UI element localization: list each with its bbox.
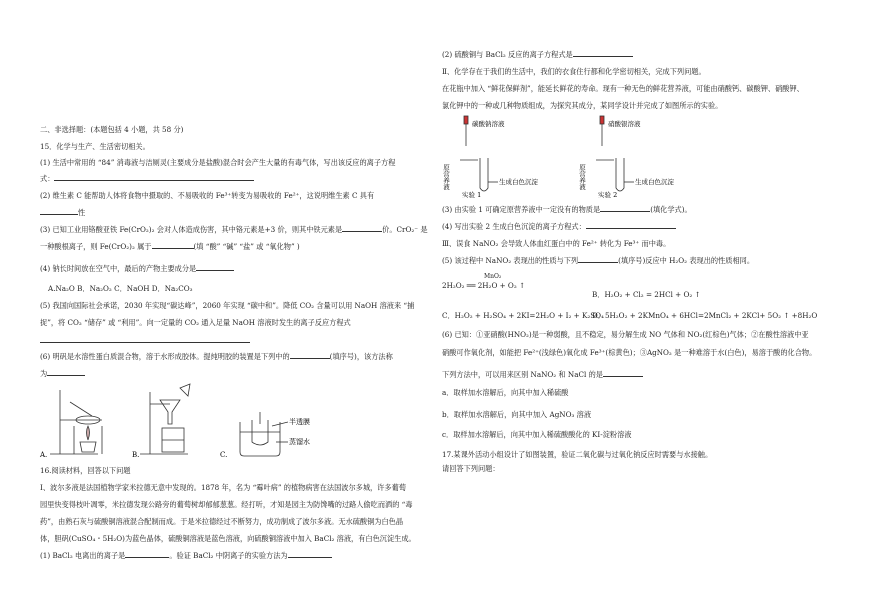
apparatus-figure xyxy=(40,382,310,460)
q15-6-text: (6) 明矾是水溶性蛋白质混合物，溶于水形成胶体。提纯明胶的装置是下列中的 (填序号)，该方法称 xyxy=(40,352,393,361)
exp2-reagent-label: 硝酸银溶液 xyxy=(608,120,641,128)
exp2-caption: 实验 2 xyxy=(598,191,618,199)
option-c-label: C. xyxy=(220,451,228,459)
part-2-passage-1: 在花瓶中加入 “鲜花保鲜剂”，能延长鲜花的寿命。现有一种无色的鲜花营养液，可能由硝酸钙、碳酸钾、硝酸钾、 xyxy=(442,84,804,93)
q15-3-text-b: 一种酸根离子，则 Fe(CrO₂)₂ 属于 (填 “酸” “碱” “盐” 或 “氧化物” ) xyxy=(40,242,300,251)
equation-b: B．H₂O₂ + Cl₂ = 2HCl + O₂ ↑ xyxy=(592,290,701,299)
part-2-passage-2: 氯化钾中的一种或几种物质组成，为探究其成分，某同学设计并完成了如图所示的实验。 xyxy=(442,101,723,110)
question-17-title: 17.某课外活动小组设计了如图装置，验证二氧化碳与过氧化钠反应时需要与水接触。 xyxy=(442,450,713,459)
apparatus-a xyxy=(50,390,102,454)
question-16-title: 16.阅读材料，回答以下问题 xyxy=(40,466,131,475)
q16-5-text: (5) 该过程中 NaNO₂ 表现出的性质与下列 (填序号)反应中 H₂O₂ 表现出的性质相同。 xyxy=(442,256,755,265)
option-c-text: c．取样加水溶解后，向其中加入稀硫酸酸化的 KI-淀粉溶液 xyxy=(442,430,632,439)
equation-c: C．H₂O₂ + H₂SO₄ + 2KI=2H₂O + I₂ + K₂SO₄ xyxy=(442,311,604,320)
q16-6-text: (6) 已知：①亚硝酸(HNO₂)是一种弱酸，且不稳定，易分解生成 NO 气体和 NO₂(红棕色)气体；②在酸性溶液中亚 xyxy=(442,330,809,339)
q15-3-text: (3) 已知工业用铬酸亚铁 Fe(CrO₂)₂ 会对人体造成伤害，其中铬元素是+3 价，则其中铁元素是 价。CrO₂⁻ 是 xyxy=(40,225,428,234)
q16-passage-2: 园里快变得枝叶凋零，米拉德发现公路旁的葡萄树却郁郁葱葱。经打听，才知是园主为防馋嘴的过路人偷吃而洒的 “毒 xyxy=(40,500,413,509)
q15-5-answer-line xyxy=(40,336,250,346)
q16-passage-3: 药”，由熟石灰与硫酸铜溶液混合配制而成。于是米拉德经过不断努力，成功制成了波尔多液。无水硫酸铜为白色晶 xyxy=(40,517,404,526)
apparatus-b xyxy=(140,384,190,454)
q16-6-text-b: 硝酸可作氧化剂，如能把 Fe²⁺(浅绿色)氧化成 Fe³⁺(棕黄色)；③AgNO₂ 是一种难溶于水(白色)，易溶于酸的化合物。 xyxy=(442,348,817,357)
exp2-precipitate-label: 生成白色沉淀 xyxy=(635,178,674,186)
q16-6-question: 下列方法中，可以用来区别 NaNO₂ 和 NaCl 的是 xyxy=(442,370,643,380)
q15-1-answer-line: 式： xyxy=(40,174,254,184)
q15-2-answer-line: 性 xyxy=(40,208,85,218)
section-heading: 二、非选择题：(本题包括 4 小题，共 58 分) xyxy=(40,125,184,134)
q16-1-text: (1) BaCl₂ 电离出的离子是 。验证 BaCl₂ 中阴离子的实验方法为 xyxy=(40,551,332,561)
q15-6-answer-line: 为 xyxy=(40,369,85,379)
option-b-label: B. xyxy=(132,451,140,459)
question-15-title: 15．化学与生产、生活密切相关。 xyxy=(40,142,150,151)
q15-4-text: (4) 钠长时间放在空气中，最后的产物主要成分是 xyxy=(40,264,234,274)
option-b-text: b．取样加水溶解后，向其中加入 AgNO₃ 溶液 xyxy=(442,410,592,419)
exp1-precipitate-label: 生成白色沉淀 xyxy=(499,178,538,186)
exp1-nutrient-label: 原营养液 xyxy=(442,164,450,190)
membrane-label: 半透膜 xyxy=(289,418,310,426)
exp1-caption: 实验 1 xyxy=(462,191,482,199)
q15-5-text: (5) 我国向国际社会承诺，2030 年实现“碳达峰”，2060 年实现 “碳中和”。降低 CO₂ 含量可以用 NaOH 溶液来 “捕 xyxy=(40,301,415,310)
q16-2-text: (2) 硫酸铜与 BaCl₂ 反应的离子方程式是 xyxy=(442,50,633,60)
equation-a: 2H₂O₂ ══ 2H₂O + O₂ ↑ xyxy=(442,281,526,290)
exp1-reagent-label: 碳酸钠溶液 xyxy=(472,120,505,128)
part-2-heading: Ⅱ、化学存在于我们的生活中，我们的衣食住行都和化学密切相关，完成下列问题。 xyxy=(442,67,706,76)
exp2-nutrient-label: 原营养液 xyxy=(578,164,586,190)
q15-2-text: (2) 维生素 C 能帮助人体将食物中摄取的、不易吸收的 Fe³⁺转变为易吸收的 Fe²⁺，这说明维生素 C 具有 xyxy=(40,191,375,200)
q16-passage-1: Ⅰ、波尔多液是法国植物学家米拉德无意中发现的。1878 年，名为 “霉叶病” 的植物病害在法国波尔多城，许多葡萄 xyxy=(40,483,406,492)
equation-d: D．5H₂O₂ + 2KMnO₄ + 6HCl=2MnCl₂ + 2KCl+ 5O₂ ↑ +8H₂O xyxy=(592,311,818,320)
q16-passage-4: 体，胆矾(CuSO₄・5H₂O)为蓝色晶体，硫酸铜溶液是蓝色溶液，向硫酸铜溶液中加入 BaCl₂ 溶液，有白色沉淀生成。 xyxy=(40,534,416,543)
q16-3-text: (3) 由实验 1 可确定原营养液中一定没有的物质是 (填化学式)。 xyxy=(442,205,692,214)
question-17-prompt: 请回答下列问题： xyxy=(442,464,500,473)
option-a-text: a．取样加水溶解后，向其中加入稀硫酸 xyxy=(442,388,569,397)
q16-4-text: (4) 写出实验 2 生成白色沉淀的离子方程式： xyxy=(442,222,676,232)
apparatus-c xyxy=(240,412,288,456)
option-a-label: A. xyxy=(40,451,48,459)
part-3-heading: Ⅲ、误食 NaNO₂ 会导致人体血红蛋白中的 Fe²⁺ 转化为 Fe³⁺ 而中毒。 xyxy=(442,239,671,248)
q15-1-text: (1) 生活中常用的 “84” 消毒液与洁厕灵(主要成分是盐酸)混合时会产生大量的有毒气体，写出该反应的离子方程 xyxy=(40,158,396,167)
experiment-figure xyxy=(442,112,702,200)
eq-a-catalyst: MnO₂ xyxy=(484,273,502,280)
distilled-water-label: 蒸馏水 xyxy=(289,438,310,446)
q15-5-text-b: 捉”，将 CO₂ “储存” 或 “利用”。向一定量的 CO₂ 通入足量 NaOH 溶液时发生的离子反应方程式 xyxy=(40,318,351,327)
q15-4-options: A.Na₂O B．Na₂O₂ C．NaOH D．Na₂CO₃ xyxy=(48,284,193,293)
